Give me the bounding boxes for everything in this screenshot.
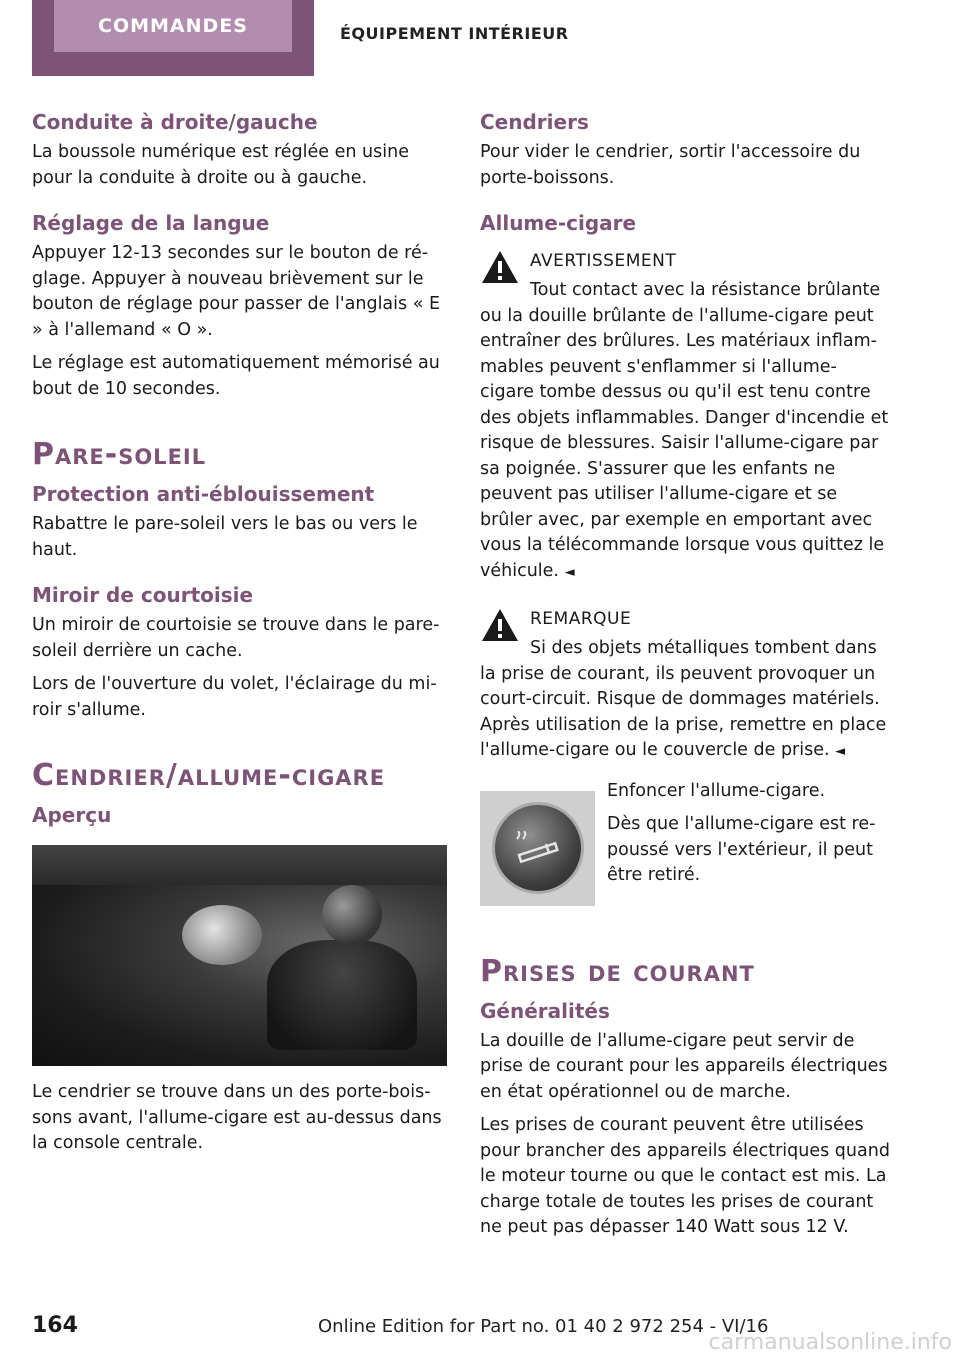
photo-shift-knob — [322, 885, 382, 945]
section-title: ÉQUIPEMENT INTÉRIEUR — [340, 24, 569, 43]
photo-console — [32, 845, 447, 885]
text-miroir-1: Un miroir de courtoisie se trouve dans le pare-soleil derrière un cache. — [32, 615, 440, 661]
heading-allume: Allume-cigare — [480, 211, 637, 235]
warning-body — [480, 278, 890, 585]
text-conduite: La boussole numérique est réglée en usine pour la conduite à droite ou à gauche. — [32, 142, 409, 188]
notice-body-text: Si des objets métalliques tombent dans la prise de courant, ils peuvent provoquer un court-circuit. Risque de dommages matériels. Après utilisation de la prise, remettre en place l'allume-cigare ou le couvercle de prise. — [480, 638, 887, 760]
heading-generalites: Généralités — [480, 998, 610, 1023]
heading-miroir: Miroir de courtoisie — [32, 583, 254, 607]
heading-protection: Protection anti-éblouissement — [32, 482, 375, 506]
heading-langue: Réglage de la langue — [32, 211, 270, 235]
text-langue-1: Appuyer 12-13 secondes sur le bouton de réglage. Appuyer à nouveau brièvement sur le bouton de réglage pour passer de l'anglais « E » à l'allemand « O ». — [32, 243, 441, 340]
watermark: carmanualsonline.info — [708, 1330, 952, 1355]
text-cendriers: Pour vider le cendrier, sortir l'accessoire du porte-boissons. — [480, 142, 861, 188]
edition-footer: Online Edition for Part no. 01 40 2 972 254 - VI/16 — [318, 1316, 769, 1337]
heading-conduite: Conduite à droite/gauche — [32, 110, 318, 134]
header-tab-block — [32, 0, 314, 76]
text-langue-2: Le réglage est automatiquement mémorisé au bout de 10 secondes. — [32, 353, 440, 399]
text-cig-1: Enfoncer l'allume-cigare. — [607, 780, 826, 801]
warning-title: AVERTISSEMENT — [530, 251, 677, 271]
warning-triangle-icon — [480, 249, 520, 285]
cigarette-lighter-knob — [492, 802, 584, 894]
notice-body — [480, 636, 890, 765]
photo-shifter-boot — [267, 940, 417, 1050]
notice-title: REMARQUE — [530, 609, 632, 629]
photo-ashtray — [182, 905, 262, 965]
text-miroir-2: Lors de l'ouverture du volet, l'éclairage du miroir s'allume. — [32, 674, 437, 720]
tab-commandes[interactable]: COMMANDES — [54, 0, 292, 52]
notice-box — [480, 607, 890, 765]
heading-prises: Prises de courant — [480, 953, 755, 989]
cigarette-lighter-block — [480, 779, 890, 903]
text-prises-2: Les prises de courant peuvent être utilisées pour brancher des appareils électriques quand le moteur tourne ou que le contact est mis. La charge totale de toutes les prises de courant ne peut pas dépasser 140 Watt sous 12 V. — [480, 1115, 890, 1237]
heading-apercu: Aperçu — [32, 803, 112, 827]
cigarette-lighter-icon — [513, 831, 563, 865]
text-protection: Rabattre le pare-soleil vers le bas ou vers le haut. — [32, 514, 418, 560]
end-mark: ◄ — [835, 744, 846, 759]
cigarette-lighter-photo — [480, 791, 595, 906]
warning-triangle-icon — [480, 607, 520, 643]
center-console-photo — [32, 845, 447, 1066]
text-cendrier: Le cendrier se trouve dans un des porte-boissons avant, l'allume-cigare est au-dessus dans la console centrale. — [32, 1082, 442, 1153]
page-number: 164 — [32, 1313, 78, 1338]
left-column — [32, 108, 442, 1157]
heading-cendriers: Cendriers — [480, 110, 589, 134]
end-mark: ◄ — [564, 564, 575, 580]
right-column — [480, 108, 890, 1241]
heading-paresoleil: Pare-soleil — [32, 437, 207, 472]
text-prises-1: La douille de l'allume-cigare peut servir de prise de courant pour les appareils électriques en état opérationnel ou de marche. — [480, 1030, 888, 1102]
warning-box — [480, 249, 890, 585]
heading-cendrier: Cendrier/allume-cigare — [32, 758, 386, 793]
cigarette-lighter-text — [607, 779, 897, 889]
text-cig-2: Dès que l'allume-cigare est repoussé vers l'extérieur, il peut être retiré. — [607, 814, 876, 885]
warning-body-text: Tout contact avec la résistance brûlante ou la douille brûlante de l'allume-cigare peut entraîner des brûlures. Les matériaux inflammables peuvent s'enflammer si l'allume-cigare tombe dessus ou qu'il est tenu contre des objets inflammables. Danger d'incendie et risque de blessures. Saisir l'allume-cigare par sa poignée. S'assurer que les enfants ne peuvent pas utiliser l'allume-cigare et se brûler avec, par exemple en emportant avec vous la télécommande lorsque vous quittez le véhicule. — [480, 280, 889, 581]
